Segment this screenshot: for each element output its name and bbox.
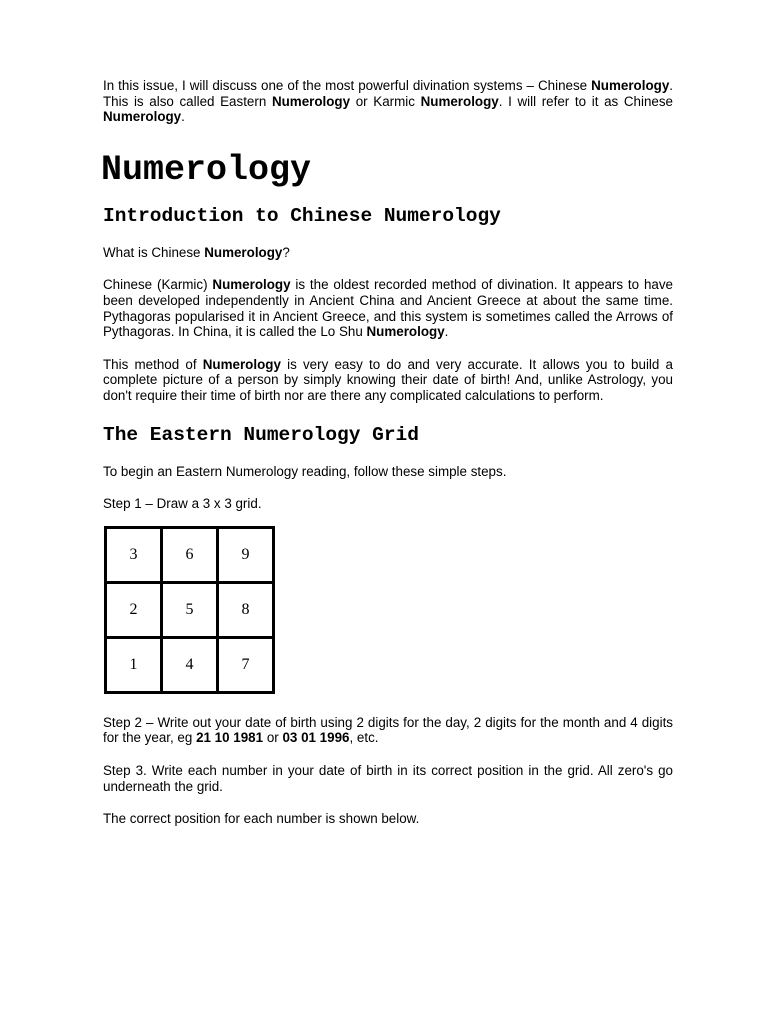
method-text-2: is very easy to do and very accurate. It allows you to build a complete picture of a person by simply knowing their date of birth! And, unlike Astrology, you don't require their time of birth nor are there any complicated calculations to perform. (103, 356, 674, 403)
grid-cell: 6 (162, 527, 218, 582)
method-bold: Numerology (202, 356, 281, 372)
intro-text-5: . (181, 109, 185, 125)
step-2-text-3: , etc. (349, 730, 379, 746)
question-bold: Numerology (204, 244, 283, 260)
grid-cell: 8 (218, 582, 274, 637)
question-line (103, 245, 673, 261)
history-bold-1: Numerology (212, 277, 291, 293)
step-3: Step 3. Write each number in your date of birth in its correct position in the grid. All zero's go underneath the grid. (103, 762, 673, 794)
grid-row (106, 637, 274, 692)
question-text-2: ? (282, 244, 290, 260)
step-1: Step 1 – Draw a 3 x 3 grid. (103, 496, 262, 512)
grid-row (106, 527, 274, 582)
grid-row (106, 582, 274, 637)
step-2-text-1: Step 2 – Write out your date of birth using 2 digits for the day, 2 digits for the month and 4 digits for the year, eg (103, 714, 673, 746)
grid-cell: 5 (162, 582, 218, 637)
method-text-1: This method of (103, 356, 203, 372)
intro-paragraph (103, 78, 673, 125)
intro-bold-2: Numerology (271, 93, 351, 109)
intro-bold-1: Numerology (591, 78, 670, 93)
grid-cell: 9 (218, 527, 274, 582)
intro-text-1: In this issue, I will discuss one of the most powerful divination systems – Chinese (103, 78, 592, 93)
page-title: Numerology (101, 149, 312, 190)
history-bold-2: Numerology (366, 324, 445, 340)
step-4: The correct position for each number is shown below. (103, 811, 420, 827)
intro-bold-4: Numerology (103, 109, 182, 125)
grid-cell: 1 (106, 637, 162, 692)
history-text-1: Chinese (Karmic) (103, 277, 213, 293)
intro-bold-3: Numerology (420, 93, 499, 109)
document-page (103, 78, 673, 827)
history-paragraph (103, 277, 673, 339)
method-paragraph (103, 357, 673, 404)
grid-heading: The Eastern Numerology Grid (103, 423, 419, 446)
lo-shu-grid (104, 526, 275, 694)
question-text-1: What is Chinese (103, 244, 205, 260)
step-2 (103, 715, 673, 746)
grid-cell: 7 (218, 637, 274, 692)
history-text-3: . (444, 324, 449, 340)
intro-text-2: . This is also called Eastern (103, 78, 673, 109)
intro-text-3: or Karmic (350, 93, 421, 109)
steps-intro: To begin an Eastern Numerology reading, follow these simple steps. (103, 463, 507, 479)
step-2-text-2: or (263, 730, 283, 746)
grid-cell: 2 (106, 582, 162, 637)
grid-cell: 4 (162, 637, 218, 692)
grid-cell: 3 (106, 527, 162, 582)
intro-heading: Introduction to Chinese Numerology (103, 204, 501, 227)
step-2-date-example-2: 03 01 1996 (282, 730, 350, 746)
history-text-2: is the oldest recorded method of divination. It appears to have been developed independently in Ancient China and Ancient Greece at about the same time. Pythagoras popularised it in Ancient Greece, and this system is sometimes called the Arrows of Pythagoras. In China, it is called the Lo Shu (103, 277, 673, 340)
step-2-date-example-1: 21 10 1981 (196, 730, 264, 746)
intro-text-4: . I will refer to it as Chinese (498, 93, 673, 109)
